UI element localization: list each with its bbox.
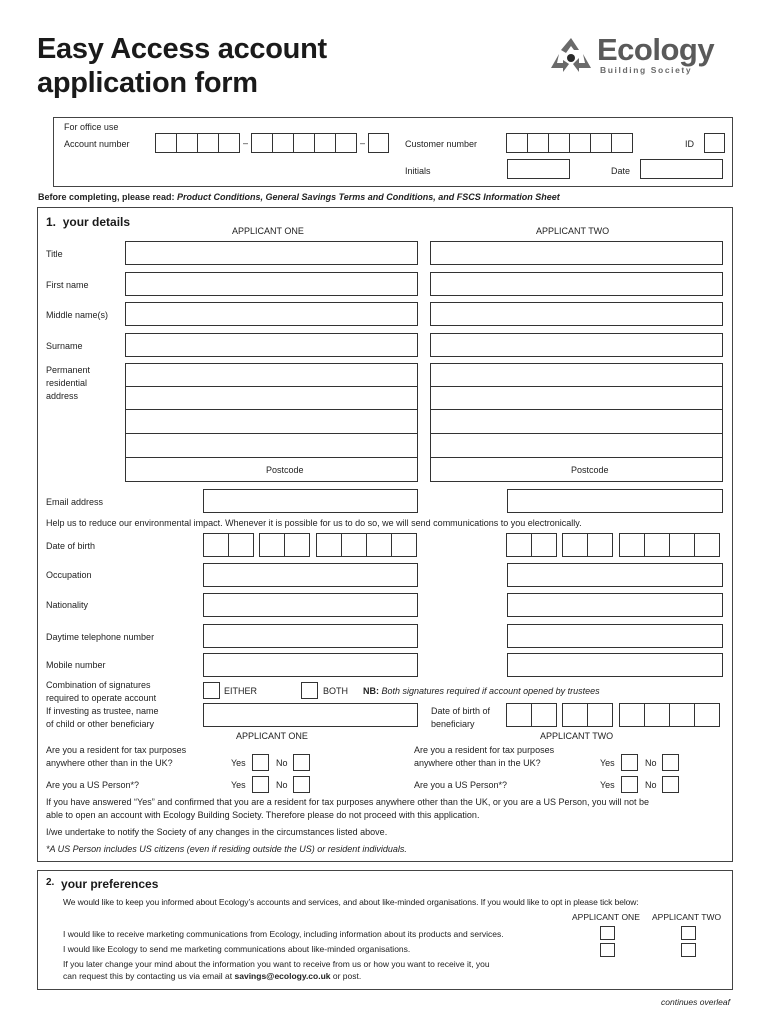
tax-no-label-applicant-one: No: [276, 758, 288, 768]
us-person-footnote: *A US Person includes US citizens (even if residing outside the US) or resident individuals.: [46, 844, 407, 854]
office-use-heading: For office use: [64, 122, 119, 132]
opt-in-ecology-label: I would like to receive marketing communications from Ecology, including information about its products and services.: [63, 929, 504, 939]
first-name-label: First name: [46, 280, 89, 290]
beneficiary-dob-month[interactable]: [562, 703, 612, 727]
change-preferences-prefix: can request this by contacting us via email at: [63, 971, 235, 981]
tax-warning-line-2: able to open an account with Ecology Building Society. Therefore please do not proceed with this application.: [46, 810, 480, 820]
dob-label: Date of birth: [46, 541, 96, 551]
ecology-logo: [549, 34, 739, 78]
tax-question-line-1-applicant-two: Are you a resident for tax purposes: [414, 745, 555, 755]
change-preferences-suffix: or post.: [330, 971, 362, 981]
us-person-question-applicant-two: Are you a US Person*?: [414, 780, 508, 790]
account-number-part-2[interactable]: [251, 133, 356, 153]
opt-in-ecology-checkbox-applicant-two[interactable]: [681, 926, 696, 940]
change-preferences-note: [63, 958, 490, 982]
customer-number-label: Customer number: [405, 139, 478, 149]
nationality-input-applicant-one[interactable]: [203, 593, 418, 617]
preferences-intro: We would like to keep you informed about Ecology’s accounts and services, and about like-minded organisations. If you would like to opt in please tick below:: [63, 897, 639, 907]
us-no-checkbox-applicant-two[interactable]: [662, 776, 679, 793]
us-yes-checkbox-applicant-one[interactable]: [252, 776, 269, 793]
tax-warning-line-1: If you have answered “Yes” and confirmed that you are a resident for tax purposes anywhere other than the UK, or you are a US Person, you will not be: [46, 797, 650, 807]
tax-yes-label-applicant-one: Yes: [231, 758, 246, 768]
dob-day-applicant-two[interactable]: [506, 533, 556, 557]
account-number-dash-2: –: [360, 138, 366, 148]
us-yes-checkbox-applicant-two[interactable]: [621, 776, 638, 793]
account-number-dash-1: –: [243, 138, 249, 148]
tax-yes-checkbox-applicant-two[interactable]: [621, 754, 638, 771]
form-title-line-1: Easy Access account: [37, 33, 327, 65]
applicant-one-header: APPLICANT ONE: [232, 226, 304, 236]
occupation-input-applicant-one[interactable]: [203, 563, 418, 587]
us-no-label-applicant-one: No: [276, 780, 288, 790]
title-input-applicant-one[interactable]: [125, 241, 418, 265]
postcode-label-applicant-two: Postcode: [571, 465, 609, 475]
nationality-input-applicant-two[interactable]: [507, 593, 723, 617]
continues-overleaf: continues overleaf: [661, 997, 730, 1007]
daytime-phone-input-applicant-one[interactable]: [203, 624, 418, 648]
tax-applicant-two-header: APPLICANT TWO: [540, 731, 614, 741]
tax-no-checkbox-applicant-one[interactable]: [293, 754, 310, 771]
tax-applicant-one-header: APPLICANT ONE: [236, 731, 308, 741]
beneficiary-dob-label: [431, 705, 490, 731]
your-details-number: 1.: [46, 215, 57, 229]
tax-no-checkbox-applicant-two[interactable]: [662, 754, 679, 771]
tax-yes-checkbox-applicant-one[interactable]: [252, 754, 269, 771]
your-preferences-number: 2.: [46, 877, 55, 888]
initials-label: Initials: [405, 166, 431, 176]
middle-names-input-applicant-one[interactable]: [125, 302, 418, 326]
opt-in-partners-checkbox-applicant-one[interactable]: [600, 943, 615, 957]
occupation-input-applicant-two[interactable]: [507, 563, 723, 587]
daytime-phone-label: Daytime telephone number: [46, 632, 155, 642]
title-input-applicant-two[interactable]: [430, 241, 723, 265]
form-title-line-2: application form: [37, 67, 258, 99]
either-label: EITHER: [224, 686, 258, 696]
trustee-label-line-2: of child or other beneficiary: [46, 719, 155, 729]
your-details-heading: [46, 215, 130, 229]
customer-number-input[interactable]: [506, 133, 632, 153]
beneficiary-dob-year[interactable]: [619, 703, 719, 727]
trustee-note: [363, 686, 600, 696]
address-line-1-applicant-one[interactable]: [125, 363, 418, 387]
dob-day-applicant-one[interactable]: [203, 533, 253, 557]
mobile-input-applicant-one[interactable]: [203, 653, 418, 677]
dob-year-applicant-one[interactable]: [316, 533, 416, 557]
tax-question-line-1: Are you a resident for tax purposes: [46, 745, 187, 755]
beneficiary-name-input[interactable]: [203, 703, 418, 727]
address-line-2-applicant-two[interactable]: [430, 386, 723, 410]
beneficiary-dob-label-line-2: beneficiary: [431, 719, 475, 729]
signatures-label: [46, 679, 156, 705]
beneficiary-dob-day[interactable]: [506, 703, 556, 727]
tax-yes-label-applicant-two: Yes: [600, 758, 615, 768]
email-input-applicant-one[interactable]: [203, 489, 418, 513]
address-label: [46, 364, 90, 403]
us-yes-label-applicant-one: Yes: [231, 780, 246, 790]
address-line-2-applicant-one[interactable]: [125, 386, 418, 410]
read-notice-docs: Product Conditions, General Savings Terms and Conditions, and FSCS Information Sheet: [177, 192, 560, 202]
address-line-4-applicant-two[interactable]: [430, 433, 723, 458]
tax-question-line-2-applicant-two: anywhere other than in the UK?: [414, 758, 541, 768]
dob-year-applicant-two[interactable]: [619, 533, 719, 557]
address-line-4-applicant-one[interactable]: [125, 433, 418, 458]
savings-email-link[interactable]: savings@ecology.co.uk: [234, 971, 331, 981]
preferences-applicant-two-header: APPLICANT TWO: [652, 912, 722, 922]
initials-input[interactable]: [507, 159, 570, 179]
address-line-3-applicant-two[interactable]: [430, 409, 723, 434]
undertake-note: I/we undertake to notify the Society of any changes in the circumstances listed above.: [46, 827, 388, 837]
surname-label: Surname: [46, 341, 83, 351]
id-input[interactable]: [704, 133, 725, 153]
address-label-line-3: address: [46, 391, 79, 401]
mobile-label: Mobile number: [46, 660, 106, 670]
read-notice-prefix: Before completing, please read:: [38, 192, 178, 202]
email-input-applicant-two[interactable]: [507, 489, 723, 513]
middle-names-label: Middle name(s): [46, 310, 109, 320]
daytime-phone-input-applicant-two[interactable]: [507, 624, 723, 648]
trustee-label-line-1: If investing as trustee, name: [46, 706, 159, 716]
trustee-note-text: Both signatures required if account opened by trustees: [379, 686, 600, 696]
logo-subtitle: Building Society: [600, 65, 693, 75]
your-details-title: your details: [62, 215, 131, 229]
recycle-icon: [549, 36, 593, 76]
your-preferences-title: your preferences: [61, 877, 159, 891]
first-name-input-applicant-two[interactable]: [430, 272, 723, 296]
address-line-3-applicant-one[interactable]: [125, 409, 418, 434]
logo-name: Ecology: [597, 32, 715, 67]
us-no-checkbox-applicant-one[interactable]: [293, 776, 310, 793]
applicant-two-header: APPLICANT TWO: [536, 226, 610, 236]
tax-question-applicant-one: [46, 744, 186, 770]
both-label: BOTH: [323, 686, 349, 696]
tax-no-label-applicant-two: No: [645, 758, 657, 768]
surname-input-applicant-one[interactable]: [125, 333, 418, 357]
nationality-label: Nationality: [46, 600, 89, 610]
change-preferences-line-2: [63, 970, 490, 982]
account-number-label: Account number: [64, 139, 130, 149]
signatures-label-line-2: required to operate account: [46, 693, 157, 703]
change-preferences-line-1: If you later change your mind about the information you want to receive from us or how you want to receive it, you: [63, 959, 490, 969]
preferences-applicant-one-header: APPLICANT ONE: [572, 912, 640, 922]
opt-in-partners-label: I would like Ecology to send me marketing communications about like-minded organisations.: [63, 944, 411, 954]
dob-month-applicant-one[interactable]: [259, 533, 309, 557]
read-notice: [38, 192, 560, 202]
address-label-line-1: Permanent: [46, 365, 91, 375]
id-label: ID: [685, 139, 694, 149]
beneficiary-dob-label-line-1: Date of birth of: [431, 706, 491, 716]
opt-in-ecology-checkbox-applicant-one[interactable]: [600, 926, 615, 940]
middle-names-input-applicant-two[interactable]: [430, 302, 723, 326]
address-line-1-applicant-two[interactable]: [430, 363, 723, 387]
form-title: [37, 32, 327, 100]
account-number-check-digit[interactable]: [368, 133, 389, 153]
email-label: Email address: [46, 497, 104, 507]
mobile-input-applicant-two[interactable]: [507, 653, 723, 677]
date-input[interactable]: [640, 159, 723, 179]
tax-warning: [46, 796, 730, 822]
opt-in-partners-checkbox-applicant-two[interactable]: [681, 943, 696, 957]
trustee-label: [46, 705, 159, 731]
date-label: Date: [611, 166, 631, 176]
postcode-label-applicant-one: Postcode: [266, 465, 304, 475]
your-preferences-heading: [46, 877, 158, 891]
both-checkbox[interactable]: [301, 682, 318, 699]
tax-question-applicant-two: [414, 744, 554, 770]
environment-note: Help us to reduce our environmental impact. Whenever it is possible for us to do so, we will send communications to you electronically.: [46, 518, 582, 528]
either-checkbox[interactable]: [203, 682, 220, 699]
tax-question-line-2: anywhere other than in the UK?: [46, 758, 173, 768]
account-number-part-1[interactable]: [155, 133, 239, 153]
us-person-question-applicant-one: Are you a US Person*?: [46, 780, 140, 790]
signatures-label-line-1: Combination of signatures: [46, 680, 151, 690]
address-label-line-2: residential: [46, 378, 88, 388]
surname-input-applicant-two[interactable]: [430, 333, 723, 357]
trustee-note-prefix: NB:: [363, 686, 379, 696]
occupation-label: Occupation: [46, 570, 92, 580]
title-label: Title: [46, 249, 63, 259]
dob-month-applicant-two[interactable]: [562, 533, 612, 557]
us-no-label-applicant-two: No: [645, 780, 657, 790]
first-name-input-applicant-one[interactable]: [125, 272, 418, 296]
us-yes-label-applicant-two: Yes: [600, 780, 615, 790]
